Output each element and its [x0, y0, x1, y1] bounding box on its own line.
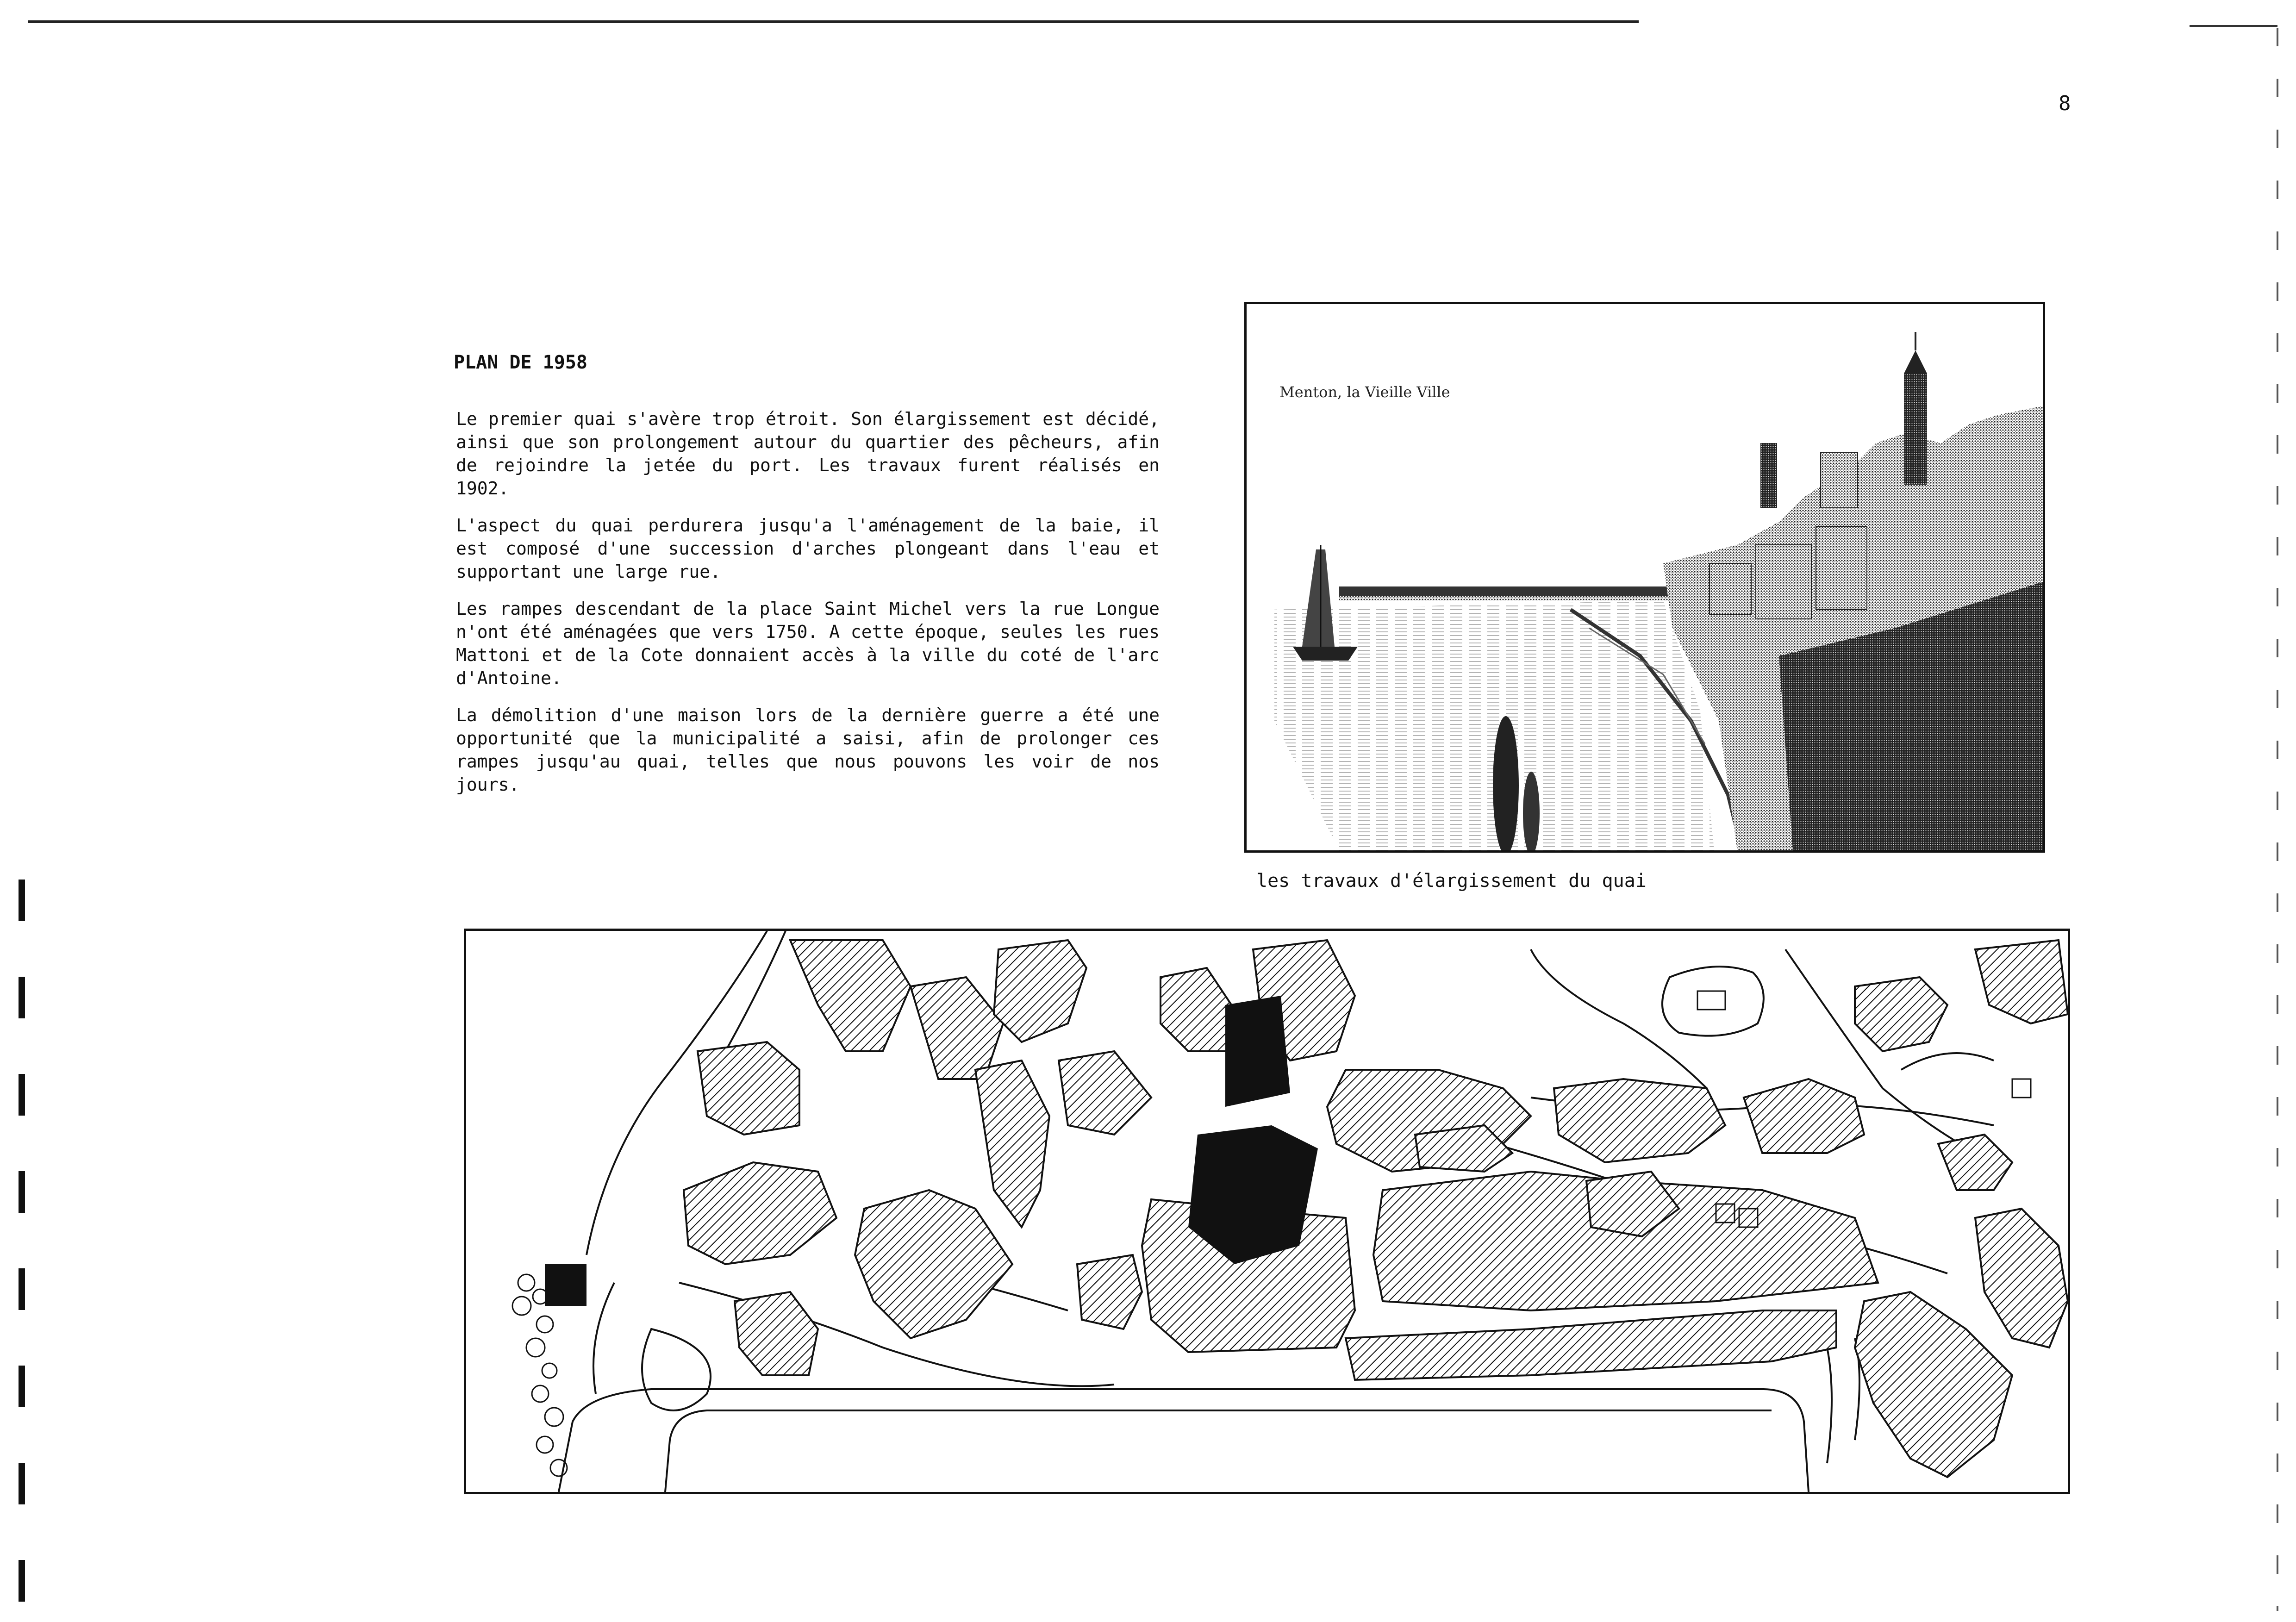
paragraph: Les rampes descendant de la place Saint Michel vers la rue Longue n'ont été aménagées que vers 1750. A cette époque, seules les rues Mattoni et de la Cote donnaient accès à la ville du coté de l'arc d'Antoine.: [456, 599, 1160, 688]
scan-top-border-right: [2190, 25, 2277, 27]
photo-caption: les travaux d'élargissement du quai: [1256, 870, 1647, 892]
body-text: [456, 407, 1160, 810]
paragraph: La démolition d'une maison lors de la dernière guerre a été une opportunité que la municipalité a saisi, afin de prolonger ces rampes jusqu'au quai, telles que nous pouvons les voir de nos jours.: [456, 705, 1160, 795]
paragraph: Le premier quai s'avère trop étroit. Son élargissement est décidé, ainsi que son prolongement autour du quartier des pêcheurs, afin de rejoindre la jetée du port. Les travaux furent réalisés en 1902.: [456, 409, 1160, 499]
section-title: PLAN DE 1958: [454, 352, 587, 373]
plan-drawing: [466, 931, 2068, 1492]
paragraph: L'aspect du quai perdurera jusqu'a l'aménagement de la baie, il est composé d'une succession d'arches plongeant dans l'eau et supportant une large rue.: [456, 515, 1160, 582]
page-number: 8: [2059, 92, 2071, 115]
town-plan-map: [464, 929, 2070, 1494]
binding-marks: [19, 880, 25, 1602]
photo-inner-caption: Menton, la Vieille Ville: [1279, 383, 1450, 401]
scan-top-border: [28, 20, 1639, 23]
scan-right-edge: [2277, 28, 2278, 1611]
building-blocks: [684, 940, 2068, 1477]
